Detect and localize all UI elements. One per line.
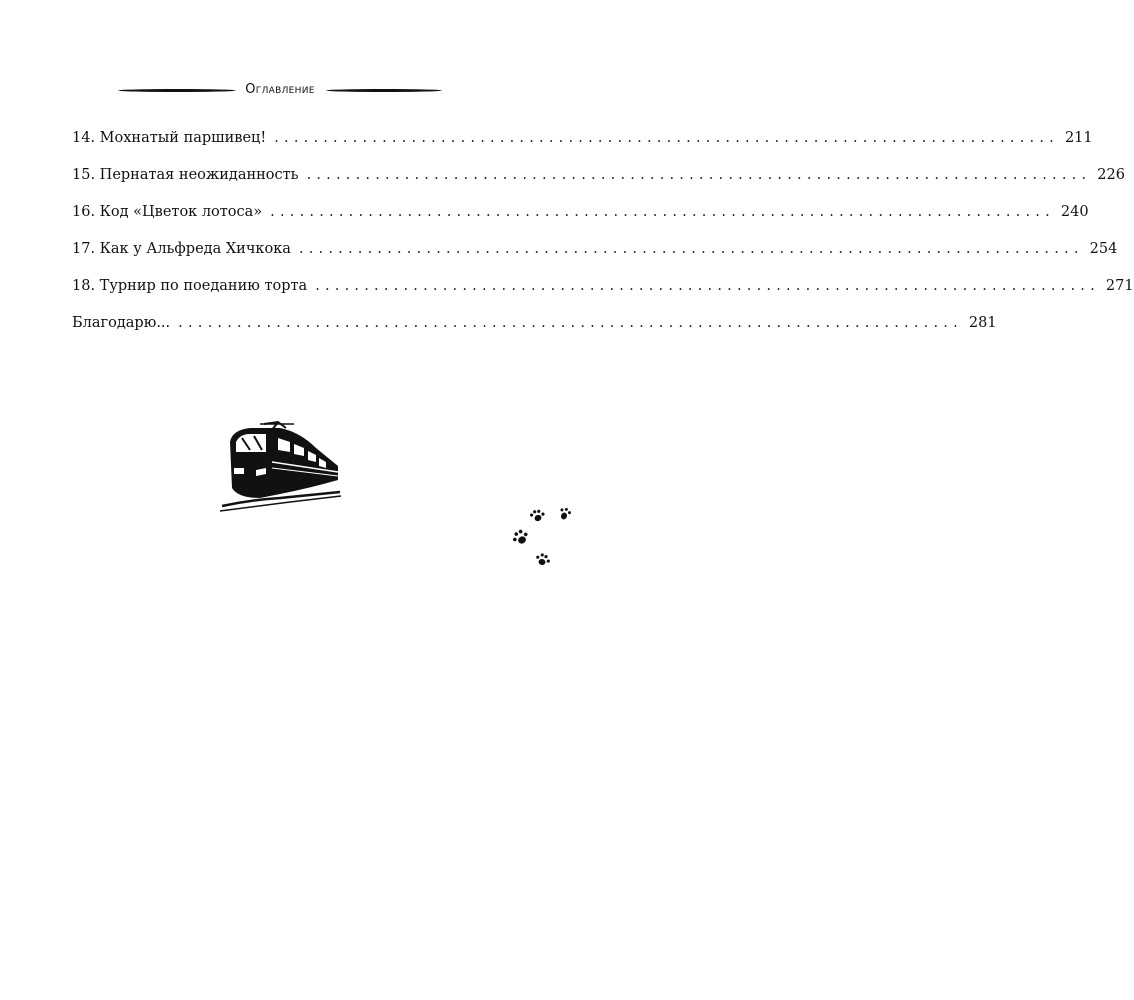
toc-entry-page: 226: [1097, 167, 1125, 183]
toc-leader-dots: ................................................................................: [274, 130, 1059, 146]
header-rule-right: [326, 89, 442, 92]
toc-entry[interactable]: [72, 313, 997, 350]
table-of-contents: [72, 128, 1134, 350]
toc-entry-title: 18. Турнир по поеданию торта: [72, 278, 308, 294]
toc-entry[interactable]: [72, 276, 1134, 313]
toc-entry-page: 240: [1060, 204, 1089, 220]
train-icon: [220, 418, 342, 512]
toc-entry-title: 16. Код «Цветок лотоса»: [72, 204, 263, 220]
toc-entry-title: 17. Как у Альфреда Хичкока: [72, 241, 291, 257]
toc-leader-dots: ................................................................................: [270, 204, 1055, 220]
toc-entry[interactable]: [72, 128, 1093, 165]
toc-entry-page: 211: [1064, 130, 1093, 146]
paw-prints-icon: [508, 508, 574, 572]
page-title: Оглавление: [245, 82, 315, 97]
contents-header: [118, 80, 442, 100]
toc-entry[interactable]: [72, 202, 1089, 239]
toc-leader-dots: ................................................................................: [306, 167, 1092, 183]
toc-entry-title: Благодарю...: [72, 315, 171, 331]
toc-entry[interactable]: [72, 165, 1125, 202]
toc-leader-dots: ................................................................................: [298, 241, 1084, 257]
toc-entry-title: 14. Мохнатый паршивец!: [72, 130, 267, 146]
toc-entry-page: 271: [1105, 278, 1134, 294]
toc-entry-page: 254: [1089, 241, 1118, 257]
toc-entry-page: 281: [968, 315, 997, 331]
toc-leader-dots: ................................................................................: [178, 315, 963, 331]
toc-leader-dots: ................................................................................: [315, 278, 1100, 294]
toc-entry-title: 15. Пернатая неожиданность: [72, 167, 299, 183]
toc-entry[interactable]: [72, 239, 1118, 276]
